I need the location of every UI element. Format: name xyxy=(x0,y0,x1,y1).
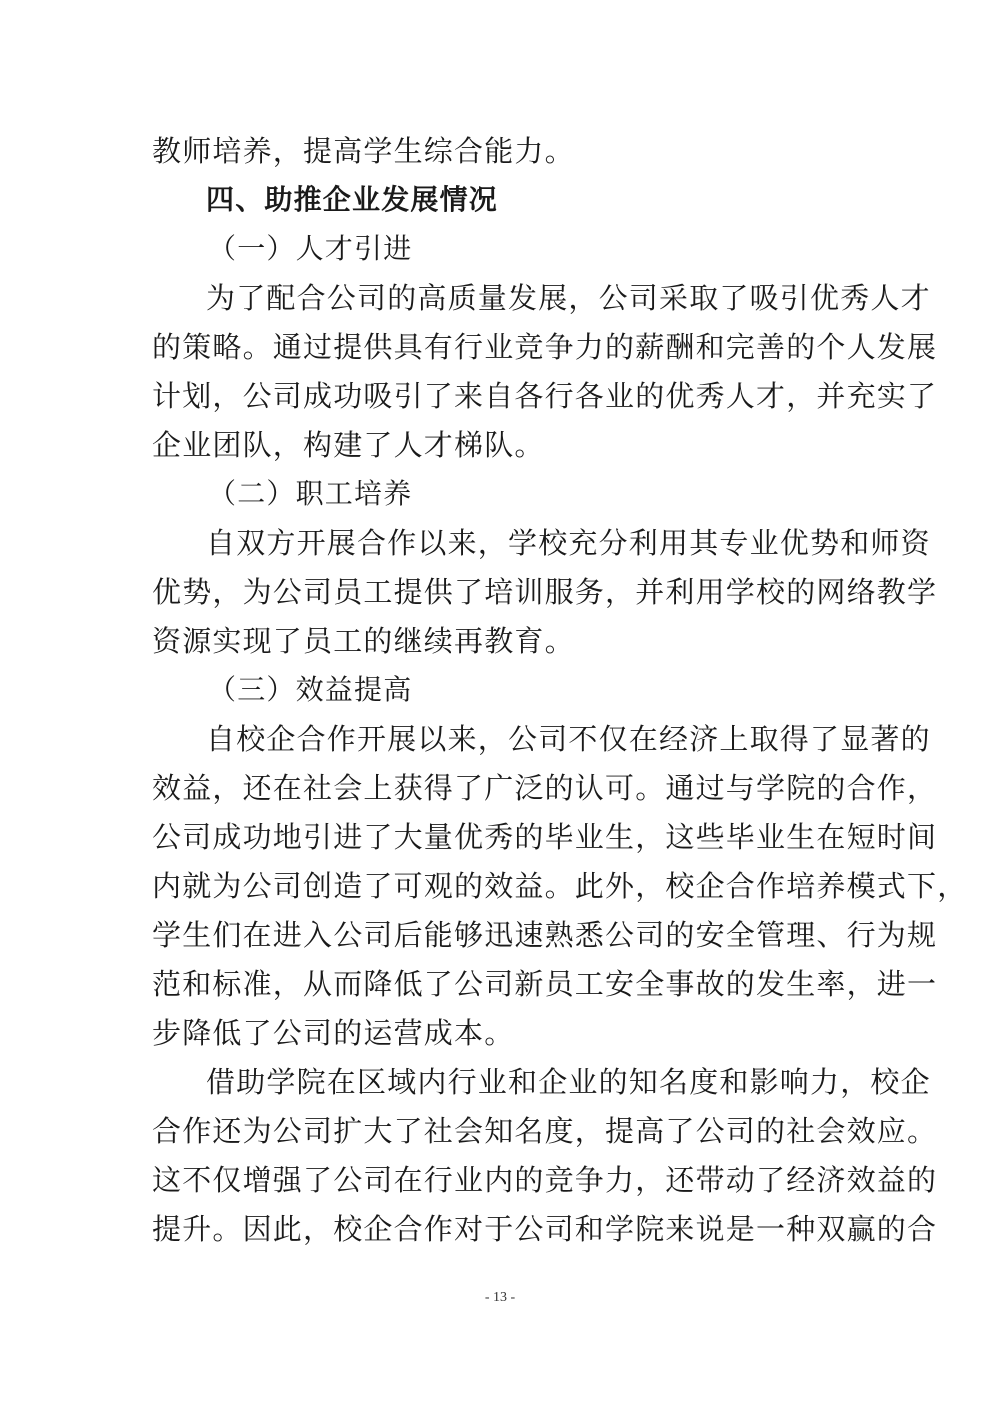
paragraph-line: 借助学院在区域内行业和企业的知名度和影响力，校企 xyxy=(206,1065,931,1099)
paragraph-line: 自校企合作开展以来，公司不仅在经济上取得了显著的 xyxy=(206,722,931,756)
subsection-heading: （二）职工培养 xyxy=(208,477,413,510)
paragraph-line: 学生们在进入公司后能够迅速熟悉公司的安全管理、行为规 xyxy=(152,918,938,952)
paragraph-line: 教师培养，提高学生综合能力。 xyxy=(152,134,575,168)
paragraph-line: 这不仅增强了公司在行业内的竞争力，还带动了经济效益的 xyxy=(152,1163,938,1197)
paragraph-line: 效益，还在社会上获得了广泛的认可。通过与学院的合作， xyxy=(152,771,938,805)
page-number: - 13 - xyxy=(484,1290,516,1305)
paragraph-line: 自双方开展合作以来，学校充分利用其专业优势和师资 xyxy=(206,526,931,560)
paragraph-line: 合作还为公司扩大了社会知名度，提高了公司的社会效应。 xyxy=(152,1114,938,1148)
paragraph-line: 内就为公司创造了可观的效益。此外，校企合作培养模式下， xyxy=(152,869,968,903)
paragraph-line: 范和标准，从而降低了公司新员工安全事故的发生率，进一 xyxy=(152,967,938,1001)
paragraph-line: 提升。因此，校企合作对于公司和学院来说是一种双赢的合 xyxy=(152,1212,938,1246)
paragraph-line: 公司成功地引进了大量优秀的毕业生，这些毕业生在短时间 xyxy=(152,820,938,854)
paragraph-line: 的策略。通过提供具有行业竞争力的薪酬和完善的个人发展 xyxy=(152,330,938,364)
section-heading: 四、助推企业发展情况 xyxy=(206,183,499,216)
paragraph-line: 优势，为公司员工提供了培训服务，并利用学校的网络教学 xyxy=(152,575,938,609)
paragraph-line: 资源实现了员工的继续再教育。 xyxy=(152,624,575,658)
paragraph-line: 为了配合公司的高质量发展，公司采取了吸引优秀人才 xyxy=(206,281,931,315)
subsection-heading: （一）人才引进 xyxy=(208,232,413,265)
subsection-heading: （三）效益提高 xyxy=(208,673,413,706)
paragraph-line: 计划，公司成功吸引了来自各行各业的优秀人才，并充实了 xyxy=(152,379,938,413)
paragraph-line: 企业团队，构建了人才梯队。 xyxy=(152,428,545,462)
paragraph-line: 步降低了公司的运营成本。 xyxy=(152,1016,515,1050)
